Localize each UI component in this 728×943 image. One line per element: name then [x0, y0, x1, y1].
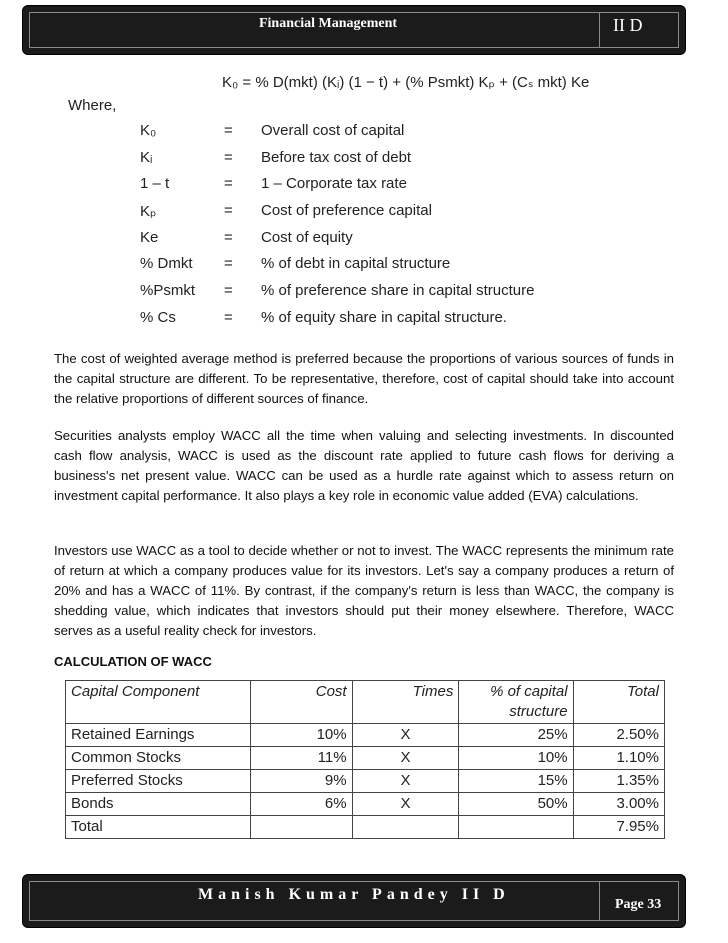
footer-divider: [599, 881, 600, 921]
definition-equals: =: [224, 175, 233, 193]
definition-meaning: Cost of preference capital: [261, 202, 432, 220]
paragraph-weighted-method: The cost of weighted average method is preferred because the proportions of various sources of funds in the capital structure are different. To be representative, therefore, cost of capital should take into account the relative proportions of different sources of finance.: [54, 351, 674, 406]
paragraph-securities-analysts: Securities analysts employ WACC all the time when valuing and selecting investments. In discounted cash flow analysis, WACC is used as the discount rate applied to future cash flows for deriving a business's net present value. WACC can be used as a hurdle rate against which to assess return on investment capital performance. It also plays a key role in economic value added (EVA) calculations.: [54, 428, 674, 503]
cell-component: Preferred Stocks: [66, 770, 251, 793]
cell-cost: 9%: [250, 770, 352, 793]
definition-symbol: % Dmkt: [140, 255, 193, 273]
definition-symbol: 1 – t: [140, 175, 170, 193]
calculation-heading: CALCULATION OF WACC: [54, 654, 212, 669]
paragraph-investors: Investors use WACC as a tool to decide whether or not to invest. The WACC represents the minimum rate of return at which a company produces value for its investors. Let's say a company produces a return of 20% and has a WACC of 11%. By contrast, if the company's return is less than WACC, the company is shedding value, which indicates that investors should put their money elsewhere. Therefore, WACC serves as a useful reality check for investors.: [54, 543, 674, 638]
definition-equals: =: [224, 228, 233, 246]
table-total-row: [66, 816, 665, 839]
column-header-component: Capital Component: [66, 681, 251, 724]
definition-equals: =: [224, 122, 233, 139]
definition-symbol: Ke: [140, 228, 159, 246]
cell-pct: 10%: [459, 747, 573, 770]
wacc-table: [65, 680, 665, 839]
wacc-formula: K₀ = % D(mkt) (Kᵢ) (1 − t) + (% Psmkt) Kₚ + (Cₛ mkt) Ke: [222, 74, 590, 91]
definition-meaning: % of preference share in capital structure: [261, 282, 535, 300]
cell-empty: [459, 816, 573, 839]
definition-meaning: % of debt in capital structure: [261, 255, 451, 273]
header-divider: [599, 12, 600, 48]
cell-pct: 15%: [459, 770, 573, 793]
header-section: II D: [613, 15, 643, 35]
cell-component: Bonds: [66, 793, 251, 816]
table-row: [66, 793, 665, 816]
definition-meaning: Before tax cost of debt: [261, 148, 412, 166]
definition-symbol: % Cs: [140, 308, 176, 326]
page-header: [22, 5, 686, 55]
cell-pct: 50%: [459, 793, 573, 816]
definition-meaning: Cost of equity: [261, 228, 353, 246]
header-title: Financial Management: [258, 16, 398, 31]
cell-total: 1.35%: [573, 770, 664, 793]
column-header-cost: Cost: [250, 681, 352, 724]
cell-grand-total: 7.95%: [573, 816, 664, 839]
definition-equals: =: [224, 282, 233, 300]
definition-equals: =: [224, 202, 233, 220]
table-row: [66, 770, 665, 793]
cell-times: X: [352, 747, 459, 770]
cell-times: X: [352, 793, 459, 816]
definition-meaning: Overall cost of capital: [261, 122, 405, 139]
where-label: Where,: [68, 97, 117, 114]
page-footer: [22, 874, 686, 928]
definition-equals: =: [224, 308, 233, 326]
cell-cost: 11%: [250, 747, 352, 770]
table-header-row: [66, 681, 665, 724]
cell-pct: 25%: [459, 724, 573, 747]
cell-empty: [352, 816, 459, 839]
definition-meaning: % of equity share in capital structure.: [261, 308, 507, 326]
cell-cost: 10%: [250, 724, 352, 747]
definition-meaning: 1 – Corporate tax rate: [261, 175, 407, 193]
cell-total-label: Total: [66, 816, 251, 839]
column-header-pct: % of capital structure: [459, 681, 573, 724]
definition-symbol: %Psmkt: [140, 282, 196, 300]
footer-author: Manish Kumar Pandey II D: [198, 886, 510, 903]
table-row: [66, 747, 665, 770]
definition-symbol: Kₚ: [140, 203, 157, 221]
cell-cost: 6%: [250, 793, 352, 816]
page-number: Page 33: [615, 897, 662, 912]
column-header-total: Total: [573, 681, 664, 724]
column-header-times: Times: [352, 681, 459, 724]
definition-equals: =: [224, 255, 233, 273]
cell-times: X: [352, 724, 459, 747]
definition-symbol: K₀: [140, 122, 157, 139]
definition-equals: =: [224, 148, 233, 166]
cell-empty: [250, 816, 352, 839]
cell-total: 1.10%: [573, 747, 664, 770]
definition-symbol: Kᵢ: [140, 148, 153, 166]
cell-times: X: [352, 770, 459, 793]
cell-component: Common Stocks: [66, 747, 251, 770]
table-row: [66, 724, 665, 747]
cell-total: 3.00%: [573, 793, 664, 816]
cell-total: 2.50%: [573, 724, 664, 747]
cell-component: Retained Earnings: [66, 724, 251, 747]
